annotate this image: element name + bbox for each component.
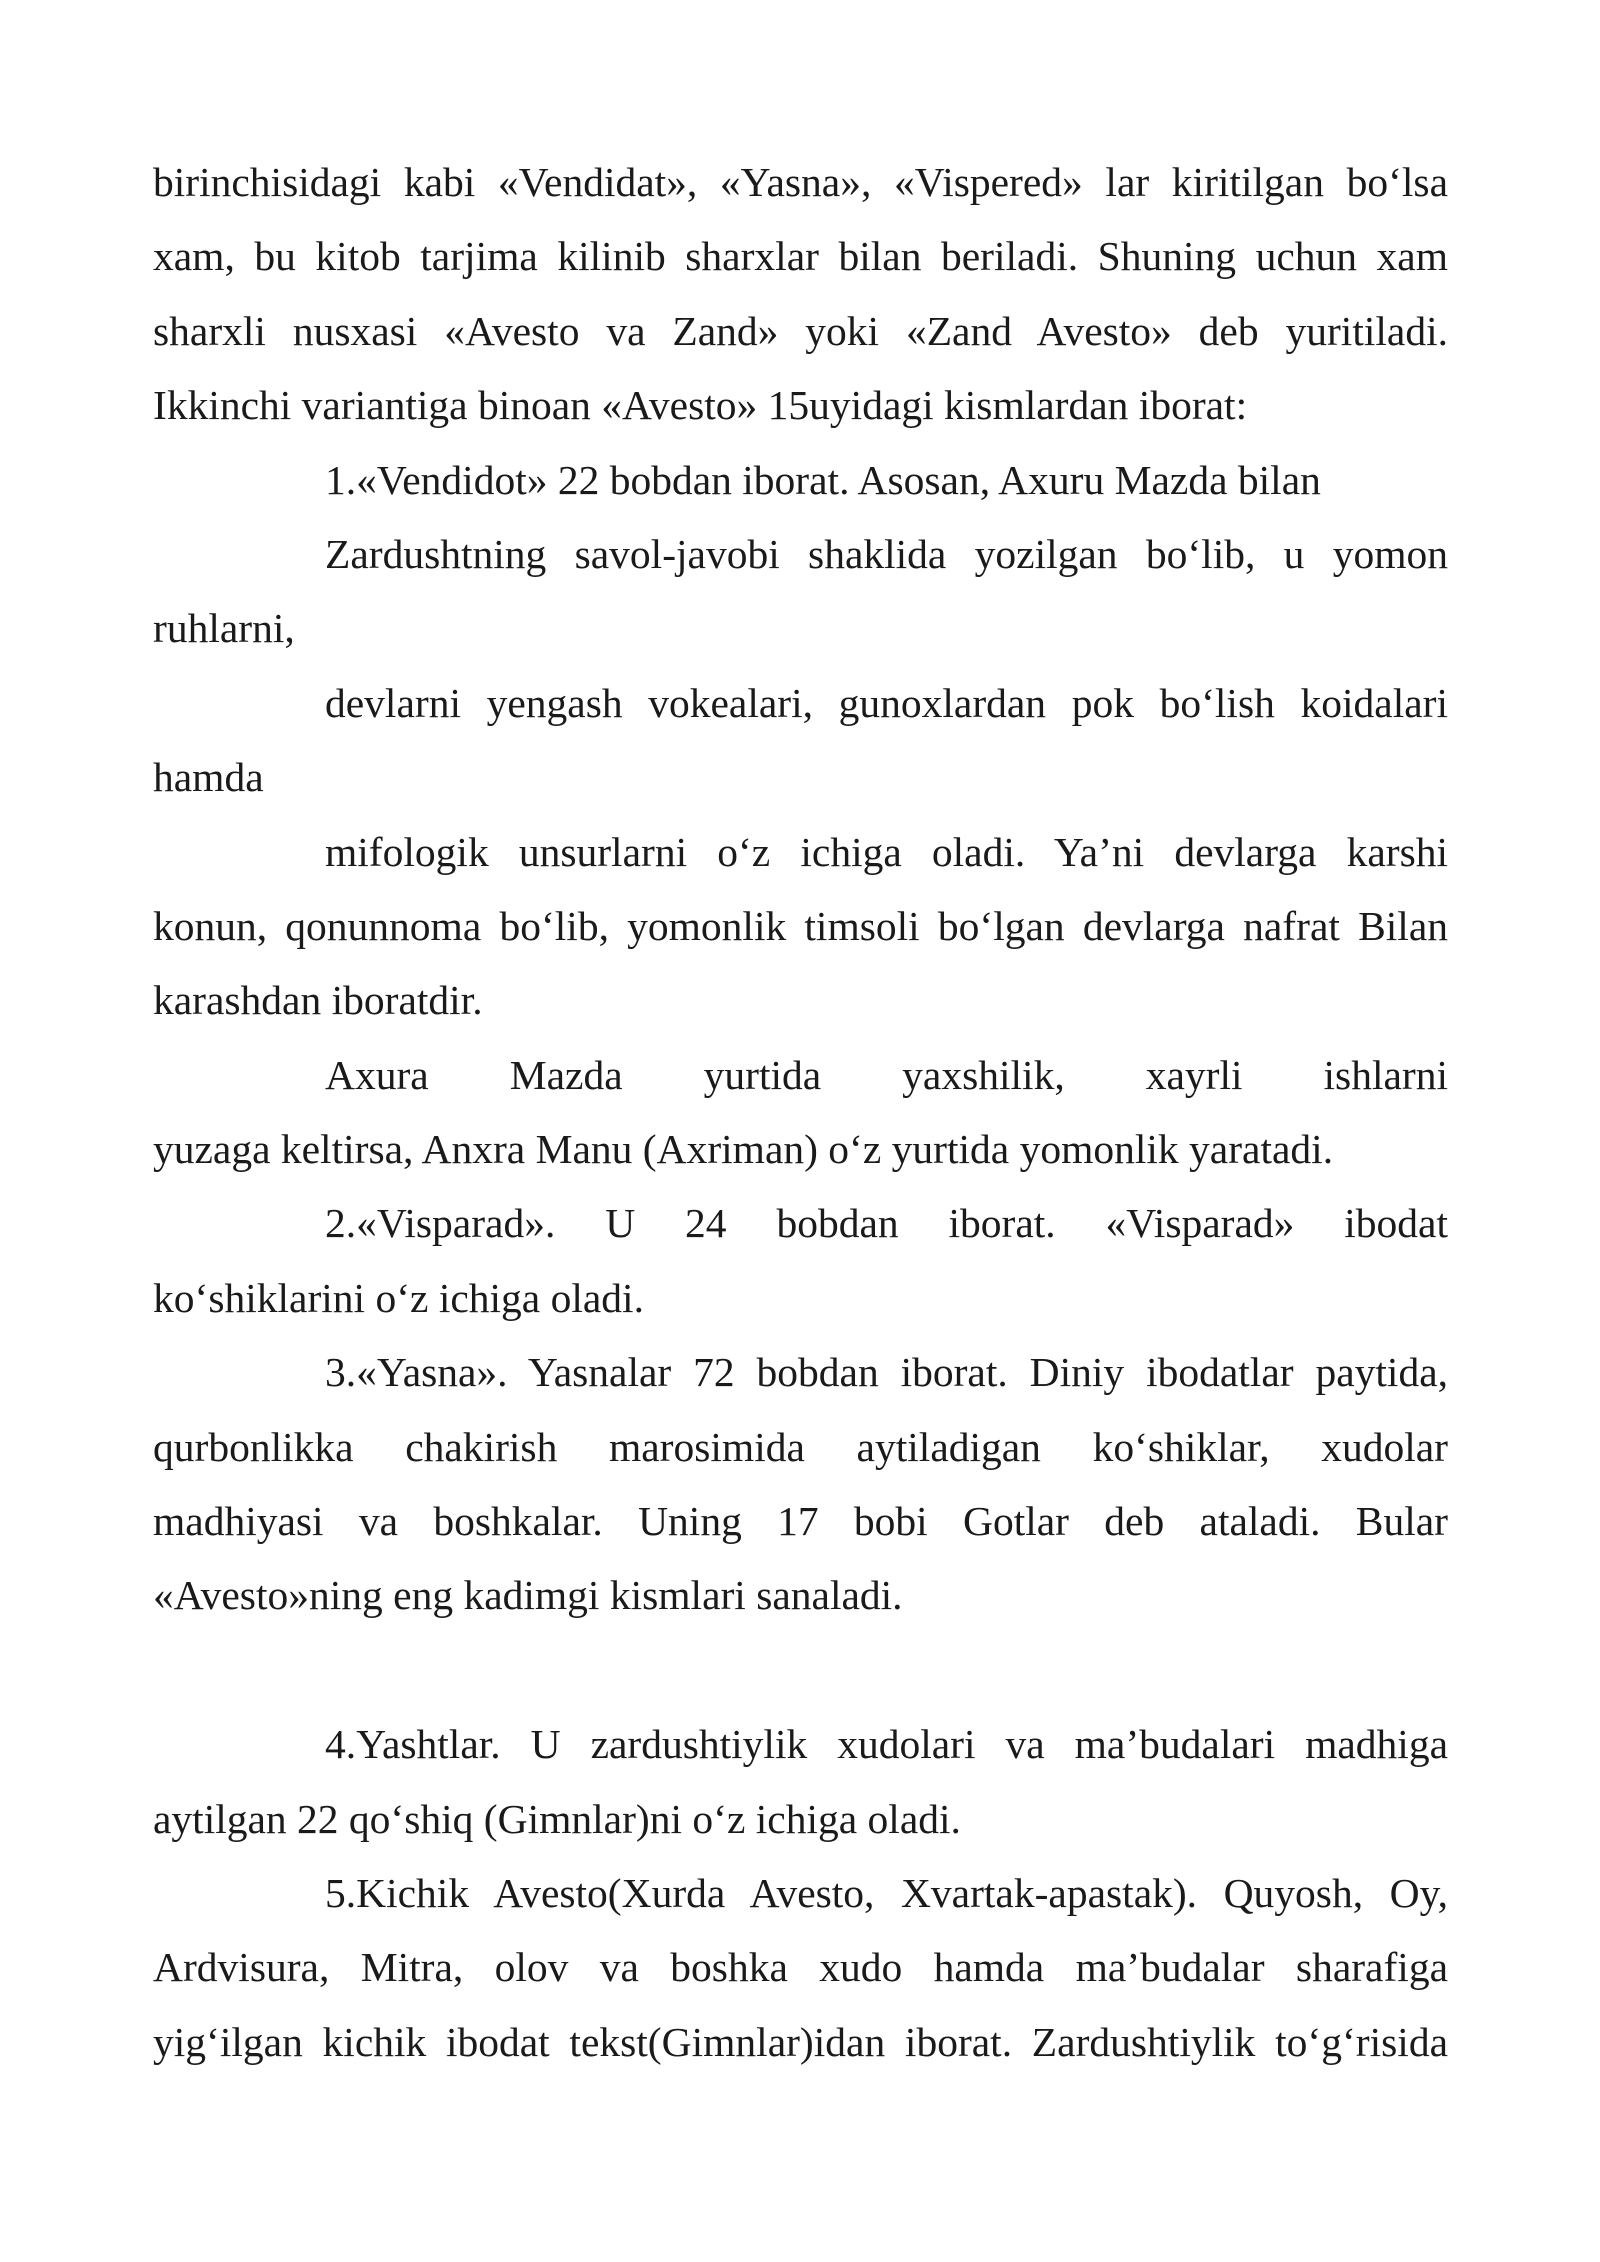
blank-line — [153, 1633, 1448, 1707]
text-line: Zardushtning savol-javobi shaklida yozilgan bo‘lib, u yomon — [325, 530, 1448, 577]
document-body — [153, 145, 1448, 2079]
text-line: «Avesto»ning eng kadimgi kismlari sanaladi. — [153, 1572, 903, 1619]
text-line: Ardvisura, Mitra, olov va boshka xudo hamda ma’budalar sharafiga — [153, 1944, 1448, 1991]
text-line: qurbonlikka chakirish marosimida aytiladigan ko‘shiklar, xudolar — [153, 1423, 1448, 1470]
text-line: aytilgan 22 qo‘shiq (Gimnlar)ni o‘z ichiga oladi. — [153, 1795, 961, 1842]
text-line: 2.«Visparad». U 24 bobdan iborat. «Visparad» ibodat — [325, 1200, 1448, 1247]
text-line: sharxli nusxasi «Avesto va Zand» yoki «Zand Avesto» deb yuritiladi. — [153, 307, 1448, 354]
text-line: devlarni yengash vokealari, gunoxlardan pok bo‘lish koidalari — [325, 679, 1448, 726]
text-line: Ikkinchi variantiga binoan «Avesto» 15uyidagi kismlardan iborat: — [153, 382, 1248, 429]
text-line: Axura Mazda yurtida yaxshilik, xayrli ishlarni — [325, 1051, 1448, 1098]
text-line: 5.Kichik Avesto(Xurda Avesto, Xvartak-apastak). Quyosh, Oy, — [325, 1869, 1448, 1916]
text-line: konun, qonunnoma bo‘lib, yomonlik timsoli bo‘lgan devlarga nafrat Bilan — [153, 902, 1448, 949]
text-line: ruhlarni, — [153, 605, 295, 652]
text-line: 4.Yashtlar. U zardushtiylik xudolari va ma’budalari madhiga — [325, 1721, 1448, 1768]
text-line: yuzaga keltirsa, Anxra Manu (Axriman) o‘z yurtida yomonlik yaratadi. — [153, 1126, 1334, 1173]
text-line: yig‘ilgan kichik ibodat tekst(Gimnlar)idan iborat. Zardushtiylik to‘g‘risida — [153, 2018, 1448, 2065]
text-line: birinchisidagi kabi «Vendidat», «Yasna», «Vispered» lar kiritilgan bo‘lsa — [153, 159, 1448, 205]
text-line: karashdan iboratdir. — [153, 977, 483, 1024]
text-line: 1.«Vendidot» 22 bobdan iborat. Asosan, Axuru Mazda bilan — [325, 456, 1321, 503]
text-line: madhiyasi va boshkalar. Uning 17 bobi Gotlar deb ataladi. Bular — [153, 1498, 1448, 1545]
text-line: hamda — [153, 754, 264, 801]
text-line: mifologik unsurlarni o‘z ichiga oladi. Ya’ni devlarga karshi — [325, 828, 1448, 875]
text-line: ko‘shiklarini o‘z ichiga oladi. — [153, 1274, 644, 1321]
text-line: xam, bu kitob tarjima kilinib sharxlar bilan beriladi. Shuning uchun xam — [153, 233, 1448, 280]
document-page — [153, 145, 1448, 2079]
text-line: 3.«Yasna». Yasnalar 72 bobdan iborat. Diniy ibodatlar paytida, — [325, 1349, 1448, 1396]
